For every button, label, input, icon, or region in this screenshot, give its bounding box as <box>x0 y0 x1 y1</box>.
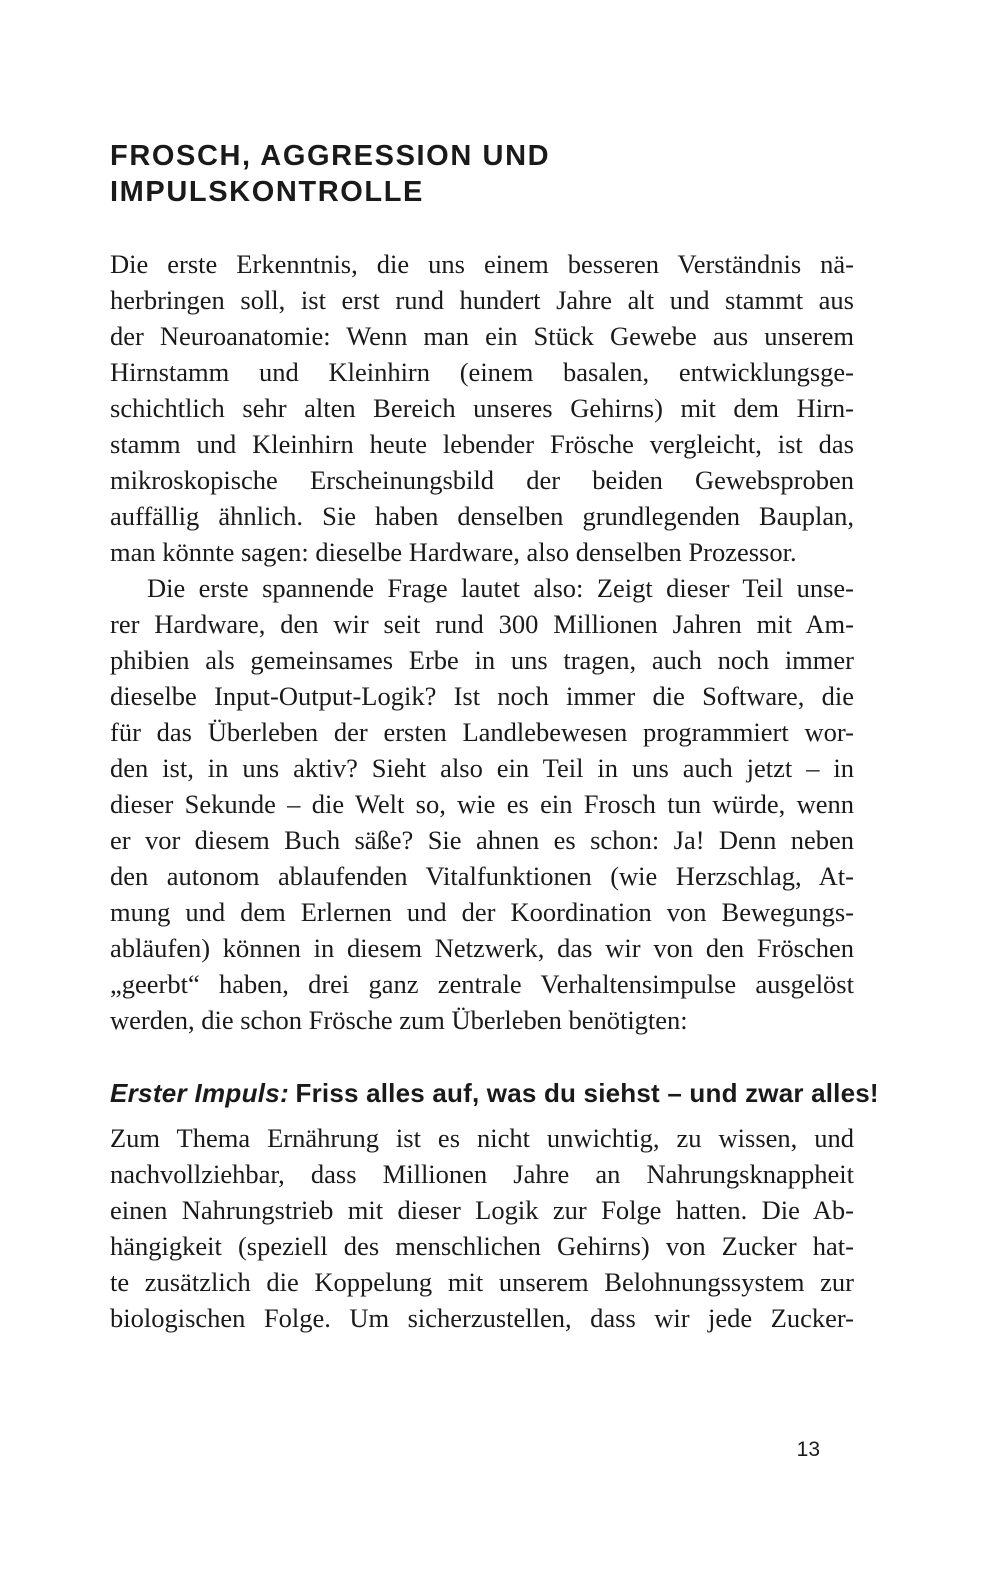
body-text <box>110 246 854 1038</box>
text-line: werden, die schon Frösche zum Überleben benötigten: <box>110 1005 688 1035</box>
heading-line-1: FROSCH, AGGRESSION UND <box>110 140 551 172</box>
text-line: er vor diesem Buch säße? Sie ahnen es schon: Ja! Denn neben <box>110 825 854 855</box>
text-line: Die erste spannende Frage lautet also: Zeigt dieser Teil unse- <box>147 573 854 603</box>
text-line: biologischen Folge. Um sicherzustellen, dass wir jede Zucker- <box>110 1303 854 1333</box>
text-line: Hirnstamm und Kleinhirn (einem basalen, entwicklungsge- <box>110 357 854 387</box>
text-line: den autonom ablaufenden Vitalfunktionen (wie Herzschlag, At- <box>110 861 854 891</box>
page-number: 13 <box>796 1438 820 1461</box>
text-line: herbringen soll, ist erst rund hundert Jahre alt und stammt aus <box>110 285 854 315</box>
text-line: abläufen) können in diesem Netzwerk, das wir von den Fröschen <box>110 933 854 963</box>
text-line: nachvollziehbar, dass Millionen Jahre an Nahrungsknappheit <box>110 1159 854 1189</box>
impulse-heading <box>110 1074 879 1112</box>
section-heading <box>110 138 854 210</box>
text-line: mikroskopische Erscheinungsbild der beiden Gewebsproben <box>110 465 854 495</box>
text-line: mung und dem Erlernen und der Koordination von Bewegungs- <box>110 897 854 927</box>
text-line: auffällig ähnlich. Sie haben denselben grundlegenden Bauplan, <box>110 501 854 531</box>
text-line: te zusätzlich die Koppelung mit unserem Belohnungssystem zur <box>110 1267 854 1297</box>
text-line: der Neuroanatomie: Wenn man ein Stück Gewebe aus unserem <box>110 321 854 351</box>
heading-line-2: IMPULSKONTROLLE <box>110 176 424 208</box>
text-line: rer Hardware, den wir seit rund 300 Millionen Jahren mit Am- <box>110 609 854 639</box>
text-line: phibien als gemeinsames Erbe in uns tragen, auch noch immer <box>110 645 854 675</box>
text-line: stamm und Kleinhirn heute lebender Frösche vergleicht, ist das <box>110 429 854 459</box>
text-line: einen Nahrungstrieb mit dieser Logik zur Folge hatten. Die Ab- <box>110 1195 854 1225</box>
impulse-label: Erster Impuls: <box>110 1078 290 1108</box>
text-line: „geerbt“ haben, drei ganz zentrale Verhaltensimpulse ausgelöst <box>110 969 854 999</box>
text-line: Zum Thema Ernährung ist es nicht unwichtig, zu wissen, und <box>110 1123 854 1153</box>
body-text-continued <box>110 1120 854 1336</box>
impulse-text: Friss alles auf, was du siehst – und zwar alles! <box>295 1078 879 1108</box>
text-line: hängigkeit (speziell des menschlichen Gehirns) von Zucker hat- <box>110 1231 854 1261</box>
text-line: dieselbe Input-Output-Logik? Ist noch immer die Software, die <box>110 681 854 711</box>
text-line: dieser Sekunde – die Welt so, wie es ein Frosch tun würde, wenn <box>110 789 854 819</box>
book-page <box>110 0 879 1593</box>
text-line: für das Überleben der ersten Landlebewesen programmiert wor- <box>110 717 854 747</box>
text-line: den ist, in uns aktiv? Sieht also ein Teil in uns auch jetzt – in <box>110 753 854 783</box>
text-line: schichtlich sehr alten Bereich unseres Gehirns) mit dem Hirn- <box>110 393 854 423</box>
text-line: man könnte sagen: dieselbe Hardware, also denselben Prozessor. <box>110 537 797 567</box>
text-line: Die erste Erkenntnis, die uns einem besseren Verständnis nä- <box>110 249 854 279</box>
